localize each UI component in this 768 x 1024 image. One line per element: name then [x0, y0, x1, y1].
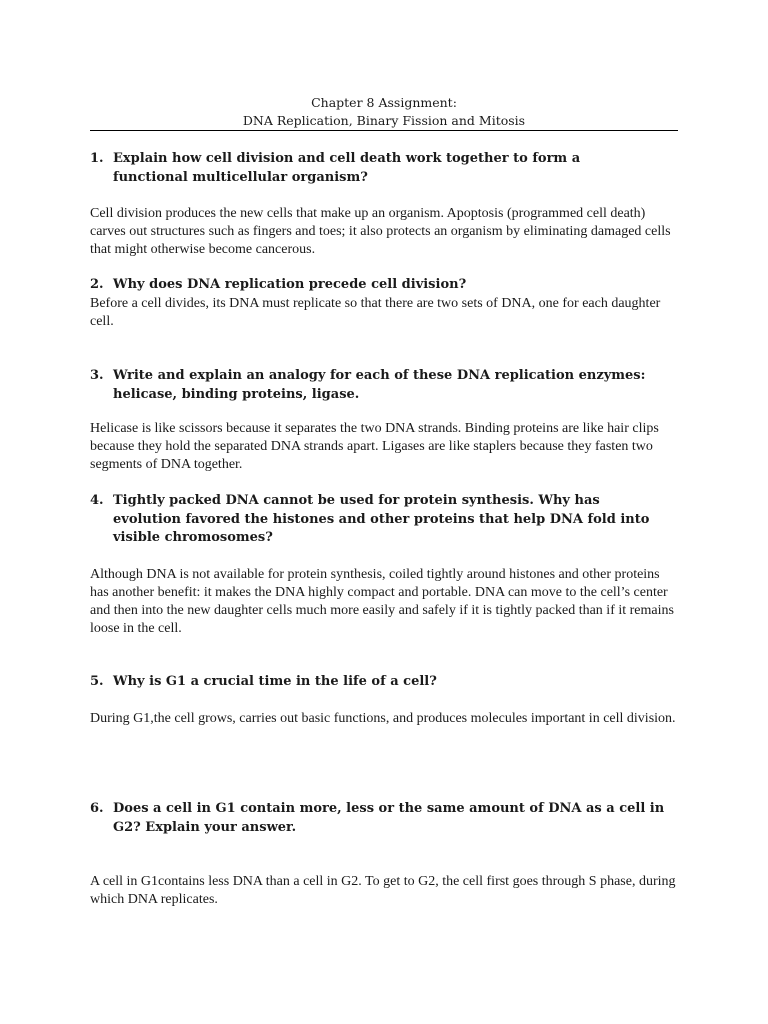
answer-3: Helicase is like scissors because it separates the two DNA strands. Binding proteins are like hair clips because they hold the separated DNA strands apart. Ligases are like staplers because they fasten two segments of DNA together. — [90, 421, 659, 472]
question-3 — [90, 367, 690, 404]
header-rule — [90, 130, 678, 131]
answer-2: Before a cell divides, its DNA must replicate so that there are two sets of DNA, one for each daughter cell. — [90, 296, 661, 329]
answer-5: During G1,the cell grows, carries out basic functions, and produces molecules important in cell division. — [90, 711, 676, 726]
question-5 — [90, 673, 690, 692]
question-number: 6. — [90, 801, 104, 816]
question-text: Why does DNA replication precede cell division? — [113, 277, 467, 292]
assignment-subtitle: DNA Replication, Binary Fission and Mitosis — [242, 113, 526, 128]
question-number: 2. — [90, 277, 104, 292]
question-text: Write and explain an analogy for each of these DNA replication enzymes: helicase, binding proteins, ligase. — [113, 368, 646, 402]
question-number: 4. — [90, 493, 104, 508]
question-number: 3. — [90, 368, 104, 383]
question-text: Why is G1 a crucial time in the life of a cell? — [113, 674, 437, 689]
question-number: 1. — [90, 151, 104, 166]
answer-6: A cell in G1contains less DNA than a cell in G2. To get to G2, the cell first goes through S phase, during which DNA replicates. — [90, 874, 676, 907]
chapter-title: Chapter 8 Assignment: — [311, 95, 457, 110]
answer-4: Although DNA is not available for protein synthesis, coiled tightly around histones and other proteins has another benefit: it makes the DNA highly compact and portable. DNA can move to the cell’s center and then into the new daughter cells much more easily and safely if it is tightly packed than if it remains loose in the cell. — [90, 567, 674, 636]
question-6 — [90, 800, 690, 837]
question-text: Does a cell in G1 contain more, less or the same amount of DNA as a cell in G2? Explain your answer. — [113, 801, 665, 835]
question-2 — [90, 276, 690, 295]
question-4 — [90, 492, 690, 548]
answer-1: Cell division produces the new cells that make up an organism. Apoptosis (programmed cell death) carves out structures such as fingers and toes; it also protects an organism by eliminating damaged cells that might otherwise become cancerous. — [90, 206, 671, 257]
document-header — [90, 94, 678, 130]
question-number: 5. — [90, 674, 104, 689]
question-text: Tightly packed DNA cannot be used for protein synthesis. Why has evolution favored the histones and other proteins that help DNA fold into visible chromosomes? — [113, 493, 650, 545]
question-1 — [90, 150, 690, 187]
question-text: Explain how cell division and cell death work together to form a functional multicellular organism? — [113, 151, 581, 185]
